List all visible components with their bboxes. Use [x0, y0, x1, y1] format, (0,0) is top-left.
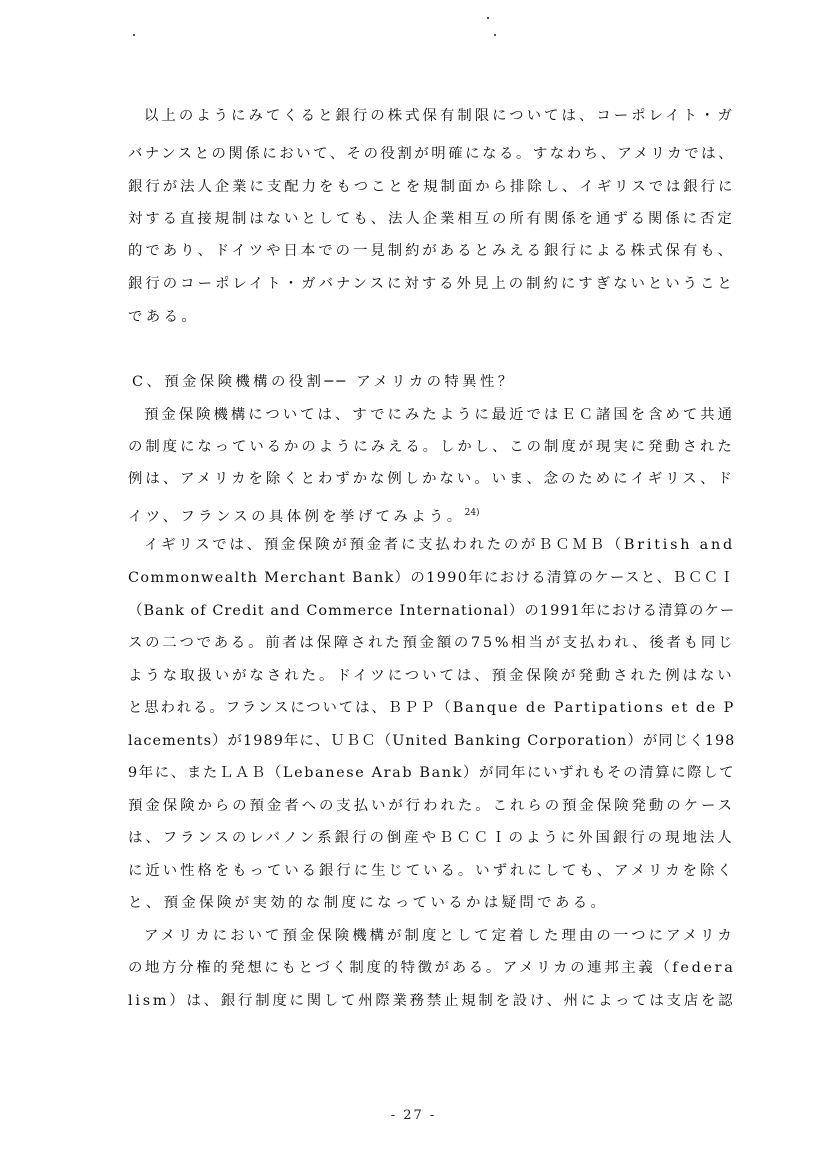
- text-line: バナンスとの関係において、その役割が明確になる。すなわち、アメリカでは、: [128, 146, 736, 162]
- text-line: に近い性格をもっている銀行に生じている。いずれにしても、アメリカを除く: [128, 863, 735, 879]
- text-line: と思われる。フランスについては、ＢＰＰ（Banque de Partipations et de P: [128, 700, 736, 716]
- text-line: 例は、アメリカを除くとわずかな例しかない。いま、念のためにイギリス、ド: [128, 471, 735, 487]
- text-line: 9年に、またＬＡＢ（Lebanese Arab Bank）が同年にいずれもその清算に際して: [128, 765, 736, 781]
- text-line: の地方分権的発想にもとづく制度的特徴がある。アメリカの連邦主義（federa: [128, 960, 736, 976]
- text-line: 対する直接規制はないとしても、法人企業相互の所有関係を通ずる関係に否定: [128, 211, 735, 227]
- scan-speck: [133, 34, 135, 36]
- text-line: lism）は、銀行制度に関して州際業務禁止規制を設け、州によっては支店を認: [128, 993, 736, 1009]
- text-line-body: イツ、フランスの具体例を挙げてみよう。: [128, 509, 465, 525]
- scan-speck: [494, 34, 496, 36]
- text-line: lacements）が1989年に、ＵＢＣ（United Banking Corporation）が同じく198: [128, 733, 736, 749]
- text-line: は、フランスのレバノン系銀行の倒産やＢＣＣＩのように外国銀行の現地法人: [128, 830, 735, 846]
- text-line: （Bank of Credit and Commerce International）の1991年における清算のケー: [128, 603, 736, 619]
- text-line: 的であり、ドイツや日本での一見制約があるとみえる銀行による株式保有も、: [128, 243, 735, 259]
- text-line: である。: [128, 309, 200, 325]
- text-line: 預金保険からの預金者への支払いが行われた。これらの預金保険発動のケース: [128, 798, 735, 814]
- section-heading: C、預金保険機構の役割── アメリカの特異性？: [132, 374, 516, 390]
- text-line: スの二つである。前者は保障された預金額の75%相当が支払われ、後者も同じ: [128, 635, 736, 651]
- text-line: 預金保険機構については、すでにみたように最近ではＥＣ諸国を含めて共通: [144, 407, 736, 423]
- text-line: 銀行のコーポレイト・ガバナンスに対する外見上の制約にすぎないということ: [128, 276, 735, 292]
- text-line: 銀行が法人企業に支配力をもつことを規制面から排除し、イギリスでは銀行に: [128, 179, 736, 195]
- text-line: と、預金保険が実効的な制度になっているかは疑問である。: [128, 895, 609, 911]
- text-line: の制度になっているかのようにみえる。しかし、この制度が現実に発動された: [128, 439, 735, 455]
- text-line: [128, 503, 480, 523]
- page-number: - 27 -: [390, 1108, 437, 1123]
- scan-speck: [487, 17, 489, 19]
- footnote-reference: 24): [464, 508, 480, 518]
- text-line: 以上のようにみてくると銀行の株式保有制限については、コーポレイト・ガ: [144, 108, 735, 124]
- text-line: Commonwealth Merchant Bank）の1990年における清算のケースと、ＢＣＣＩ: [128, 570, 736, 586]
- text-line: ような取扱いがなされた。ドイツについては、預金保険が発動された例はない: [128, 668, 735, 684]
- text-line: イギリスでは、預金保険が預金者に支払われたのがＢＣＭＢ（British and: [144, 537, 735, 553]
- text-line: アメリカにおいて預金保険機構が制度として定着した理由の一つにアメリカ: [144, 928, 735, 944]
